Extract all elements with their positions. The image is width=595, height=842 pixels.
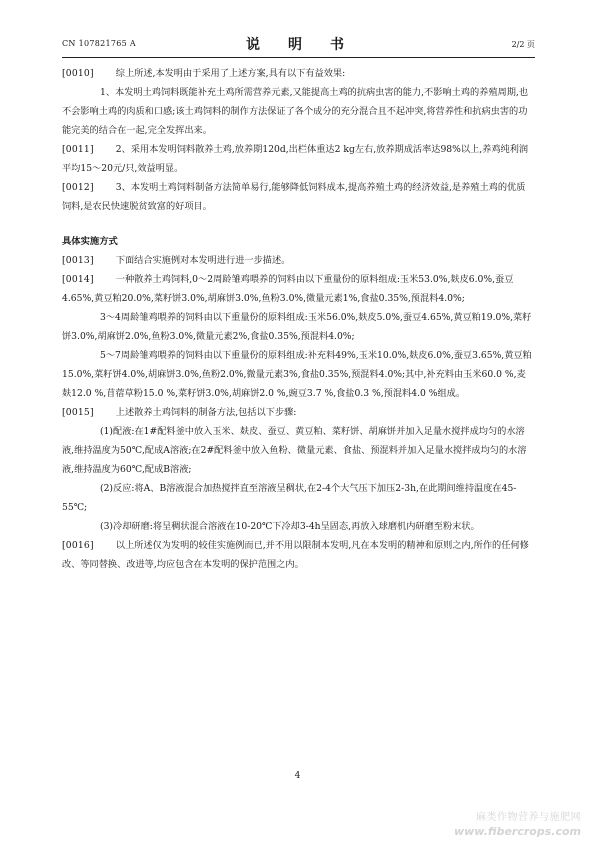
patent-number: CN 107821765 A <box>62 39 136 48</box>
paragraph-0015 <box>62 403 534 422</box>
paragraph-text: 以上所述仅为发明的较佳实施例而已,并不用以限制本发明,凡在本发明的精神和原则之内,所作的任何修改、等同替换、改进等,均应包含在本发明的保护范围之内。 <box>62 540 529 570</box>
paragraph-0014-part-2: 3～4周龄雏鸡喂养的饲料由以下重量份的原料组成:玉米56.0%,麸皮5.0%,蚕豆4.65%,黄豆粕19.0%,菜籽饼3.0%,胡麻饼2.0%,鱼粉3.0%,微量元素2%,食盐0.35%,预混料4.0%; <box>62 312 532 342</box>
step-1: (1)配液:在1#配料釜中放入玉米、麸皮、蚕豆、黄豆粕、菜籽饼、胡麻饼并加入足量水搅拌成均匀的水溶液,维持温度为50℃,配成A溶液;在2#配料釜中放入鱼粉、微量元素、食盐、预混料并加入足量水搅拌成均匀的水溶液,维持温度为60℃,配成B溶液; <box>62 426 527 475</box>
paragraph-number: [0016] <box>62 540 94 551</box>
paragraph-number: [0015] <box>62 407 94 418</box>
paragraph-number: [0014] <box>62 274 94 285</box>
paragraph-text: 下面结合实施例对本发明进行进一步描述。 <box>115 255 291 266</box>
paragraph-text: 综上所述,本发明由于采用了上述方案,具有以下有益效果: <box>115 68 346 79</box>
header-rule <box>62 57 535 58</box>
paragraph-text: 上述散养土鸡饲料的制备方法,包括以下步骤: <box>115 407 297 418</box>
paragraph-number: [0010] <box>62 68 94 79</box>
step-3: (3)冷却研磨:将呈稠状混合溶液在10-20℃下冷却3-4h呈固态,再放入球磨机内研磨至粉末状。 <box>100 521 480 532</box>
paragraph-number: [0011] <box>62 144 94 155</box>
page-number: 4 <box>294 771 301 781</box>
paragraph-text: 一种散养土鸡饲料,0～2周龄雏鸡喂养的饲料由以下重量份的原料组成:玉米53.0%,麸皮6.0%,蚕豆4.65%,黄豆粕20.0%,菜籽饼3.0%,胡麻饼3.0%,鱼粉3.0%,微量元素1%,食盐0.35%,预混料4.0%; <box>62 274 514 304</box>
paragraph-number: [0012] <box>62 182 94 193</box>
watermark-site-name: 麻类作物营养与施肥网 <box>476 812 581 823</box>
watermark <box>454 808 581 838</box>
paragraph-0014-part-3: 5～7周龄雏鸡喂养的饲料由以下重量份的原料组成:补充料49%,玉米10.0%,麸皮6.0%,蚕豆3.65%,黄豆粕15.0%,菜籽饼4.0%,胡麻饼3.0%,鱼粉2.0%,微量元素3%,食盐0.35%,预混料4.0%;其中,补充料由玉米60.0 %,麦麸12.0 %,苜蓿草粉15.0 %,菜籽饼3.0%,胡麻饼2.0 %,豌豆3.7 %,食盐0.3 %,预混料4.0 %组成。 <box>62 350 532 399</box>
page-header <box>62 34 535 54</box>
document-type-title: 说 明 书 <box>246 37 351 53</box>
paragraph-text: 2、采用本发明饲料散养土鸡,放养期120d,出栏体重达2 kg左右,放养期成活率达98%以上,养鸡纯利润平均15～20元/只,效益明显。 <box>62 144 529 174</box>
document-body <box>62 64 534 574</box>
paragraph-0010 <box>62 64 534 83</box>
paragraph-0016 <box>62 536 534 574</box>
paragraph-number: [0013] <box>62 255 94 266</box>
watermark-url: www.fibercrops.com <box>453 825 581 838</box>
page-of-indicator: 2/2 页 <box>511 40 535 49</box>
step-2: (2)反应:将A、B溶液混合加热搅拌直至溶液呈稠状,在2-4个大气压下加压2-3h,在此期间维持温度在45-55℃; <box>62 483 517 513</box>
paragraph-0013 <box>62 251 534 270</box>
section-title: 具体实施方式 <box>62 236 118 247</box>
paragraph-0014 <box>62 270 534 308</box>
paragraph-0011 <box>62 140 534 178</box>
paragraph-0010-item-1: 1、本发明土鸡饲料既能补充土鸡所需营养元素,又能提高土鸡的抗病虫害的能力,不影响土鸡的养殖周期,也不会影响土鸡的肉质和口感;该土鸡饲料的制作方法保证了各个成分的充分混合且不起冲突,将营养性和抗病虫害的功能完美的结合在一起,完全发挥出来。 <box>62 87 529 136</box>
paragraph-0012 <box>62 178 534 216</box>
paragraph-text: 3、本发明土鸡饲料制备方法简单易行,能够降低饲料成本,提高养殖土鸡的经济效益,是养殖土鸡的优质饲料,是农民快速脱贫致富的好项目。 <box>62 182 526 212</box>
